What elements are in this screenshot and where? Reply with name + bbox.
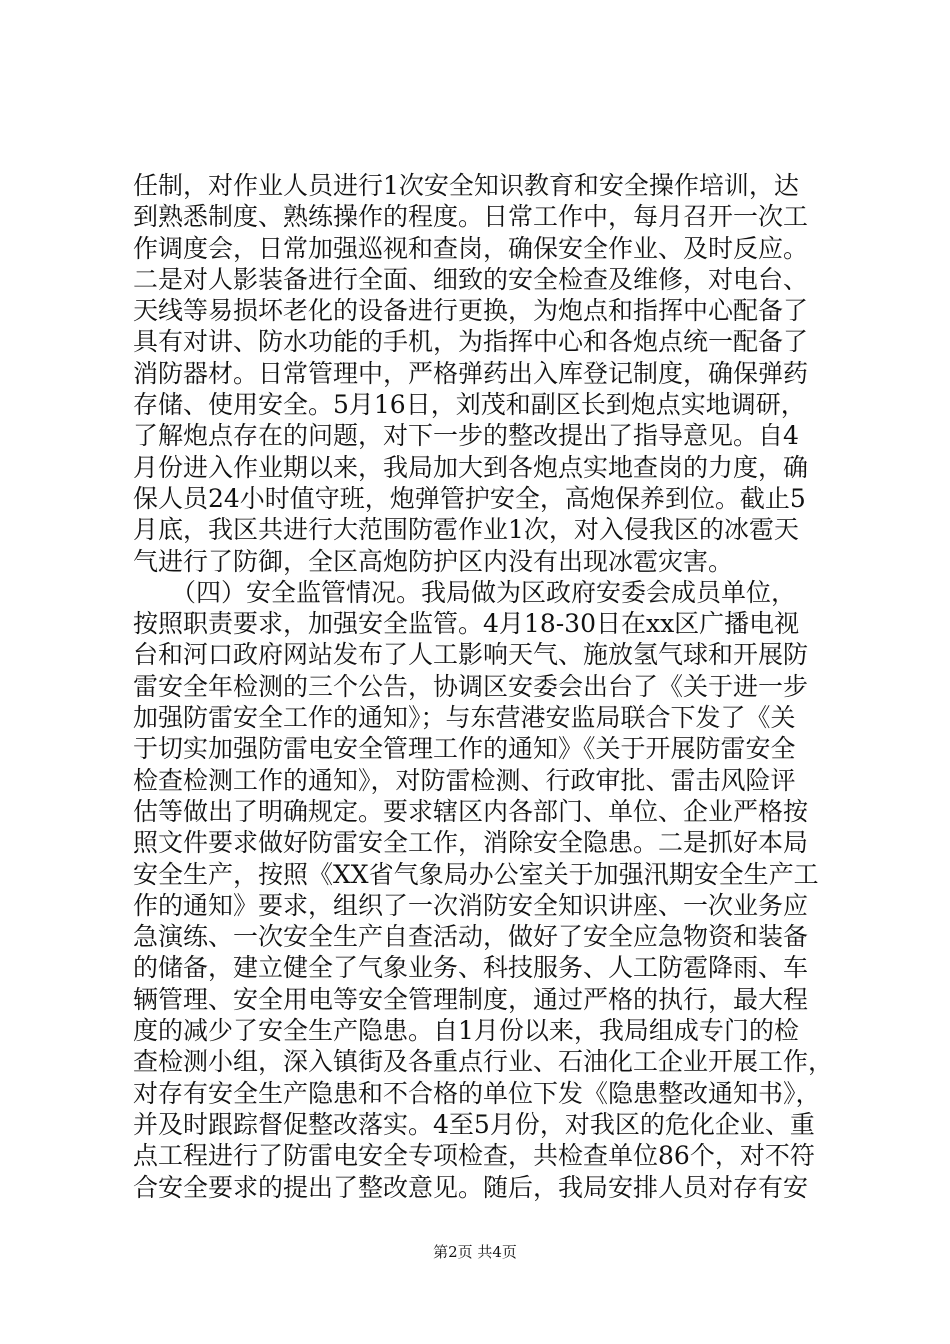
text-line: 存储、使用安全。5月16日，刘茂和副区长到炮点实地调研， <box>133 390 806 420</box>
section-heading-line: （四）安全监管情况。我局做为区政府安委会成员单位， <box>171 577 797 607</box>
text-line: 保人员24小时值守班，炮弹管护安全，高炮保养到位。截止5 <box>133 483 806 513</box>
text-line: 雷安全年检测的三个公告，协调区安委会出台了《关于进一步 <box>133 671 809 701</box>
page-number-footer: 第2页 共4页 <box>433 1243 517 1261</box>
text-line: 消防器材。日常管理中，严格弹药出入库登记制度，确保弹药 <box>133 358 809 388</box>
text-line: 检查检测工作的通知》，对防雷检测、行政审批、雷击风险评 <box>133 765 796 795</box>
text-line: 月份进入作业期以来，我局加大到各炮点实地查岗的力度，确 <box>133 452 809 482</box>
text-line: 度的减少了安全生产隐患。自1月份以来，我局组成专门的检 <box>133 1016 799 1046</box>
text-line: 到熟悉制度、熟练操作的程度。日常工作中，每月召开一次工 <box>133 202 809 232</box>
text-line: 对存有安全生产隐患和不合格的单位下发《隐患整改通知书》， <box>133 1078 821 1108</box>
text-line: 辆管理、安全用电等安全管理制度，通过严格的执行，最大程 <box>133 984 809 1014</box>
text-line: 按照职责要求，加强安全监管。4月18-30日在xx区广播电视 <box>133 609 800 639</box>
text-line: 具有对讲、防水功能的手机，为指挥中心和各炮点统一配备了 <box>133 327 809 357</box>
text-line: 照文件要求做好防雷安全工作，消除安全隐患。二是抓好本局 <box>133 828 809 858</box>
text-line: 月底，我区共进行大范围防雹作业1次，对入侵我区的冰雹天 <box>133 515 799 545</box>
text-line: 二是对人影装备进行全面、细致的安全检查及维修，对电台、 <box>133 264 809 294</box>
text-line: 急演练、一次安全生产自查活动，做好了安全应急物资和装备 <box>133 922 809 952</box>
text-line: 天线等易损坏老化的设备进行更换，为炮点和指挥中心配备了 <box>133 296 809 326</box>
text-line: 了解炮点存在的问题，对下一步的整改提出了指导意见。自4 <box>133 421 799 451</box>
text-line: 台和河口政府网站发布了人工影响天气、施放氢气球和开展防 <box>133 640 809 670</box>
text-line: 气进行了防御，全区高炮防护区内没有出现冰雹灾害。 <box>133 546 734 576</box>
text-line: 估等做出了明确规定。要求辖区内各部门、单位、企业严格按 <box>133 796 809 826</box>
text-line: 任制，对作业人员进行1次安全知识教育和安全操作培训，达 <box>133 171 799 200</box>
text-line: 作调度会，日常加强巡视和查岗，确保安全作业、及时反应。 <box>133 233 809 263</box>
text-line: 并及时跟踪督促整改落实。4至5月份，对我区的危化企业、重 <box>133 1109 815 1139</box>
text-line: 点工程进行了防雷电安全专项检查，共检查单位86个，对不符 <box>133 1141 815 1171</box>
text-line: 安全生产，按照《XX省气象局办公室关于加强汛期安全生产工 <box>133 859 819 889</box>
text-line: 的储备，建立健全了气象业务、科技服务、人工防雹降雨、车 <box>133 953 809 983</box>
text-line: 加强防雷安全工作的通知》；与东营港安监局联合下发了《关 <box>133 703 796 733</box>
text-line: 查检测小组，深入镇街及各重点行业、石油化工企业开展工作， <box>133 1047 834 1077</box>
document-body <box>133 170 833 1203</box>
text-line: 于切实加强防雷电安全管理工作的通知》《关于开展防雷安全 <box>133 734 796 764</box>
text-line: 合安全要求的提出了整改意见。随后，我局安排人员对存有安 <box>133 1172 809 1202</box>
text-line: 作的通知》要求，组织了一次消防安全知识讲座、一次业务应 <box>133 890 809 920</box>
